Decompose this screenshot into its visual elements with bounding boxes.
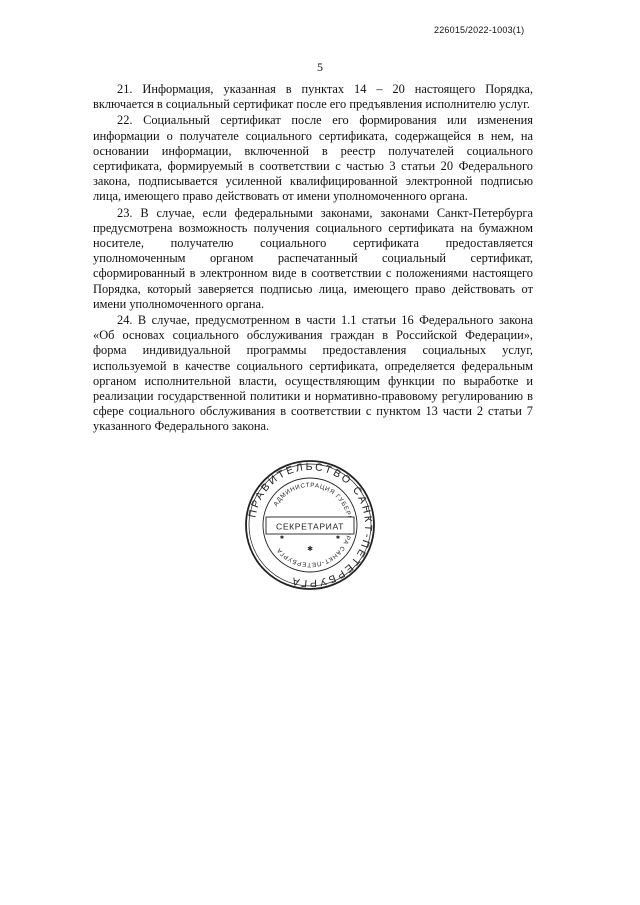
seal-graphic [244,459,376,591]
paragraph-22: 22. Социальный сертификат после его формирования или изменения информации о получателе социального сертификата, содержащейся в нем, на основании информации, включенной в реестр получателей социального сертификата, формируемый в соответствии с частью 3 статьи 20 Федерального закона, подписывается усиленной квалифицированной электронной подписью лица, имеющего право действовать от имени уполномоченного органа. [93,113,533,204]
paragraph-23: 23. В случае, если федеральными законами, законами Санкт-Петербурга предусмотрена возможность получения социального сертификата на бумажном носителе, получателю социального сертификата предоставляется уполномоченным органом распечатанный социальный сертификат, сформированный в электронном виде в соответствии с положениями настоящего Порядка, который заверяется подписью лица, имеющего право действовать от имени уполномоченного органа. [93,205,533,311]
paragraph-24: 24. В случае, предусмотренном в части 1.1 статьи 16 Федерального закона «Об основах социального обслуживания граждан в Российской Федерации», форма индивидуальной программы предоставления социальных услуг, используемой в качестве социального сертификата, определяется федеральным органом исполнительной власти, осуществляющим функции по выработке и реализации государственной политики и нормативно-правовому регулированию в сфере социального обслуживания в соответствии с пунктом 13 части 2 статьи 7 указанного Федерального закона. [93,313,533,434]
seal-outer-text: ПРАВИТЕЛЬСТВО САНКТ-ПЕТЕРБУРГА [246,460,375,590]
seal-star-icon: ✱ [335,535,341,541]
paragraph-21: 21. Информация, указанная в пунктах 14 – 20 настоящего Порядка, включается в социальный сертификат после его предъявления исполнителю услуг. [93,82,533,112]
document-registration-number: 226015/2022-1003(1) [434,25,525,35]
seal-star-icon: ✱ [307,545,313,553]
official-seal-stamp [244,459,376,591]
page-number: 5 [317,60,323,74]
document-body [93,82,533,435]
seal-inner-text: АДМИНИСТРАЦИЯ ГУБЕР РА САНКТ-ПЕТЕРБУРГА [272,481,352,569]
seal-center-text: СЕКРЕТАРИАТ [276,521,344,532]
seal-star-icon: ✱ [279,535,285,541]
